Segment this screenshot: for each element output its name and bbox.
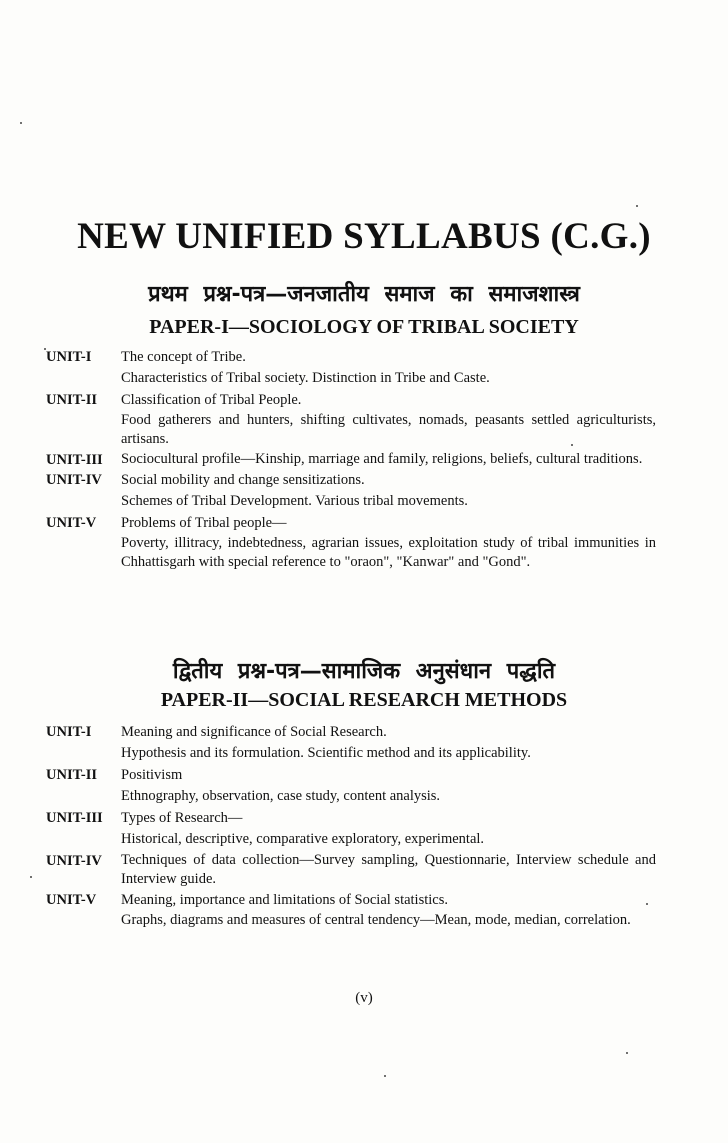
unit-text: Classification of Tribal People. [121, 392, 302, 408]
unit-label: UNIT-I [46, 724, 92, 740]
paper-1-title: PAPER-I—SOCIOLOGY OF TRIBAL SOCIETY [149, 316, 579, 338]
unit-label: UNIT-IV [46, 853, 102, 869]
unit-text: Graphs, diagrams and measures of central tendency—Mean, mode, median, correlation. [121, 912, 631, 928]
unit-label: UNIT-II [46, 767, 98, 783]
unit-text: Poverty, illitracy, indebtedness, agrarian issues, exploitation study of tribal immunities in Chhattisgarh with special reference to "oraon", "Kanwar" and "Gond". [121, 535, 656, 570]
scan-speck [646, 903, 648, 905]
unit-text: Meaning, importance and limitations of Social statistics. [121, 892, 448, 908]
unit-block [46, 390, 656, 449]
unit-text: Sociocultural profile—Kinship, marriage and family, religions, beliefs, cultural traditions. [121, 451, 643, 467]
scan-speck [636, 205, 638, 207]
paper-1-units [46, 347, 656, 573]
main-title: NEW UNIFIED SYLLABUS (C.G.) [77, 216, 651, 257]
unit-block [46, 722, 656, 764]
unit-label: UNIT-I [46, 349, 92, 365]
unit-text: Positivism [121, 767, 183, 783]
unit-label: UNIT-V [46, 892, 97, 908]
unit-text: Social mobility and change sensitizations. [121, 472, 365, 488]
unit-text: Food gatherers and hunters, shifting cultivates, nomads, peasants settled agriculturists, artisans. [121, 412, 656, 447]
paper-2-units [46, 722, 656, 931]
unit-label: UNIT-IV [46, 472, 102, 488]
unit-block [46, 513, 656, 572]
unit-text: Types of Research— [121, 810, 243, 826]
unit-text: Schemes of Tribal Development. Various tribal movements. [121, 493, 468, 509]
unit-label: UNIT-III [46, 452, 103, 468]
page-number: (v) [355, 990, 373, 1006]
scan-speck [44, 348, 46, 350]
scan-speck [384, 1075, 386, 1077]
paper-2-hindi-title: द्वितीय प्रश्न-पत्र—सामाजिक अनुसंधान पद्धति [172, 659, 556, 684]
unit-block [46, 851, 656, 889]
scan-speck [571, 444, 573, 446]
unit-block [46, 765, 656, 807]
unit-text: Characteristics of Tribal society. Distinction in Tribe and Caste. [121, 370, 490, 386]
unit-block [46, 347, 656, 389]
unit-label: UNIT-III [46, 810, 103, 826]
unit-text: Techniques of data collection—Survey sampling, Questionnarie, Interview schedule and Interview guide. [121, 852, 656, 887]
unit-text: Hypothesis and its formulation. Scientific method and its applicability. [121, 745, 531, 761]
unit-text: Ethnography, observation, case study, content analysis. [121, 788, 441, 804]
unit-block [46, 890, 656, 930]
unit-text: The concept of Tribe. [121, 349, 246, 365]
unit-label: UNIT-V [46, 515, 97, 531]
unit-block [46, 808, 656, 850]
scan-speck [20, 122, 22, 124]
unit-label: UNIT-II [46, 392, 98, 408]
scan-speck [626, 1052, 628, 1054]
unit-text: Problems of Tribal people— [121, 515, 287, 531]
unit-text: Historical, descriptive, comparative exploratory, experimental. [121, 831, 485, 847]
unit-text: Meaning and significance of Social Research. [121, 724, 387, 740]
unit-block [46, 470, 656, 512]
paper-2-title: PAPER-II—SOCIAL RESEARCH METHODS [160, 689, 568, 711]
paper-1-hindi-title: प्रथम प्रश्न-पत्र—जनजातीय समाज का समाजशास्त्र [148, 282, 580, 307]
scan-speck [30, 876, 32, 878]
unit-block [46, 450, 656, 469]
